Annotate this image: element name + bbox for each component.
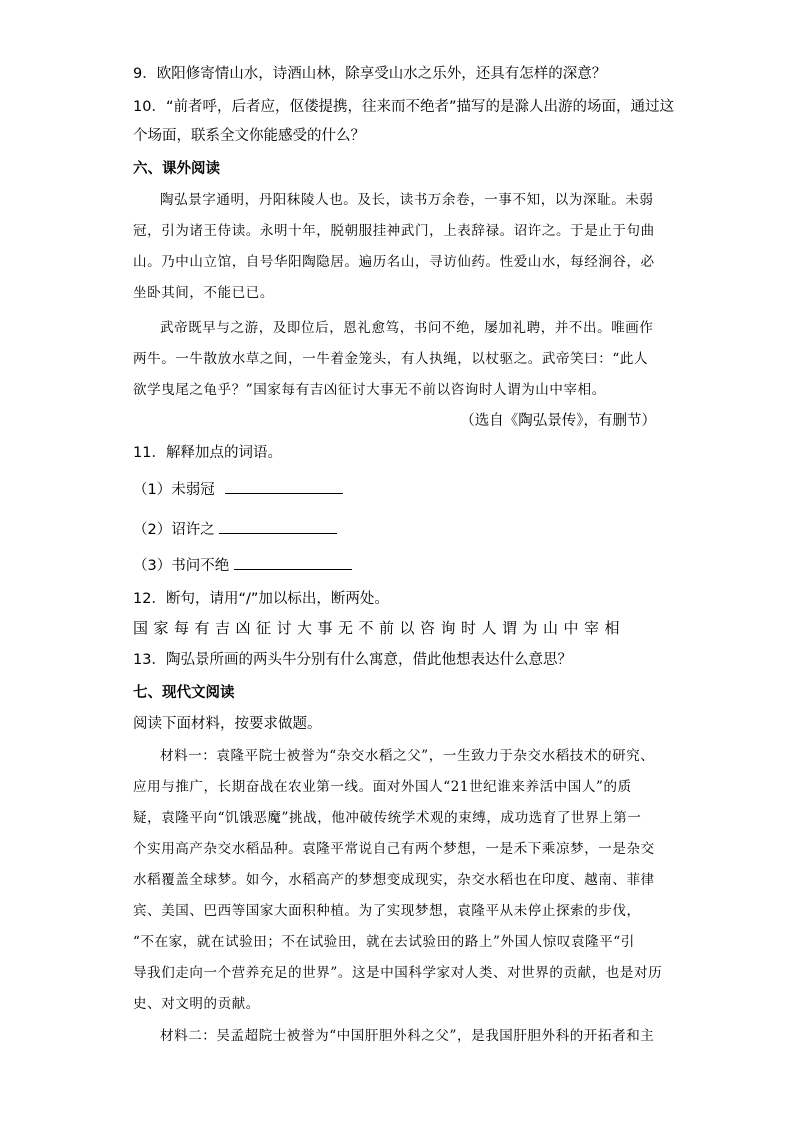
material-1-line: 疑，袁隆平向“饥饿恶魔”挑战，他冲破传统学术观的束缚，成功选育了世界上第一 <box>133 810 642 826</box>
question-11-item-2 <box>133 519 663 540</box>
passage-line: 山。乃中山立馆，自号华阳陶隐居。遍历名山，寻访仙药。性爱山水，每经涧谷，必 <box>133 254 655 270</box>
question-13: 13．陶弘景所画的两头牛分别有什么寓意，借此他想表达什么意思？ <box>133 652 572 668</box>
passage-line: 欲学曳尾之龟乎？”国家每有吉凶征讨大事无不前以咨询时人谓为山中宰相。 <box>133 382 606 398</box>
question-10-line-1: 10．“前者呼，后者应，伛偻提携，往来而不绝者”描写的是滁人出游的场面，通过这 <box>133 99 674 115</box>
question-11-item-3 <box>133 555 663 576</box>
material-1-line: 应用与推广，长期奋战在农业第一线。面对外国人“21世纪谁来养活中国人”的质 <box>133 779 632 795</box>
item-label: （2）诏许之 <box>133 522 215 538</box>
passage-line: 武帝既早与之游，及即位后，恩礼愈笃，书问不绝，屡加礼聘，并不出。唯画作 <box>160 320 654 336</box>
answer-blank[interactable] <box>225 479 343 494</box>
question-9: 9．欧阳修寄情山水，诗酒山林，除享受山水之乐外，还具有怎样的深意？ <box>133 66 607 82</box>
material-1-line: 材料一：袁隆平院士被誉为“杂交水稻之父”，一生致力于杂交水稻技术的研究、 <box>160 748 655 764</box>
passage-source: （选自《陶弘景传》，有删节） <box>460 413 656 429</box>
material-1-line: 水稻覆盖全球梦。如今，水稻高产的梦想变成现实，杂交水稻也在印度、越南、菲律 <box>133 872 655 888</box>
item-label: （3）书问不绝 <box>133 558 230 574</box>
passage-line: 冠，引为诸王侍读。永明十年，脱朝服挂神武门，上表辞禄。诏许之。于是止于句曲 <box>133 223 655 239</box>
material-1-line: “不在家，就在试验田；不在试验田，就在去试验田的路上”外国人惊叹袁隆平“引 <box>133 934 635 950</box>
material-2-line: 材料二：吴孟超院士被誉为“中国肝胆外科之父”，是我国肝胆外科的开拓者和主 <box>160 1028 655 1044</box>
material-1-line: 史、对文明的贡献。 <box>133 996 260 1012</box>
answer-blank[interactable] <box>234 555 352 570</box>
section-6-title: 六、课外阅读 <box>133 161 220 177</box>
passage-line: 陶弘景字通明，丹阳秣陵人也。及长，读书万余卷，一事不知，以为深耻。未弱 <box>160 192 654 208</box>
answer-blank[interactable] <box>219 519 337 534</box>
passage-line: 两牛。一牛散放水草之间，一牛着金笼头，有人执绳，以杖驱之。武帝笑曰：“此人 <box>133 351 649 367</box>
question-11: 11．解释加点的词语。 <box>133 445 282 461</box>
item-label: （1）未弱冠 <box>133 482 215 498</box>
section-7-instruction: 阅读下面材料，按要求做题。 <box>133 716 322 732</box>
sentence-to-punctuate: 国家每有吉凶征讨大事无不前以咨询时人谓为山中宰相 <box>133 619 626 637</box>
passage-line: 坐卧其间，不能已已。 <box>133 285 274 301</box>
material-1-line: 宾、美国、巴西等国家大面积种植。为了实现梦想，袁隆平从未停止探索的步伐， <box>133 903 641 919</box>
question-11-item-1 <box>133 479 663 500</box>
question-10-line-2: 个场面，联系全文你能感受的什么？ <box>133 128 365 144</box>
material-1-line: 个实用高产杂交水稻品种。袁隆平常说自己有两个梦想，一是禾下乘凉梦，一是杂交 <box>133 841 655 857</box>
section-7-title: 七、现代文阅读 <box>133 685 235 701</box>
material-1-line: 导我们走向一个营养充足的世界”。这是中国科学家对人类、对世界的贡献，也是对历 <box>133 965 663 981</box>
question-12: 12．断句，请用“/”加以标出，断两处。 <box>133 591 389 607</box>
